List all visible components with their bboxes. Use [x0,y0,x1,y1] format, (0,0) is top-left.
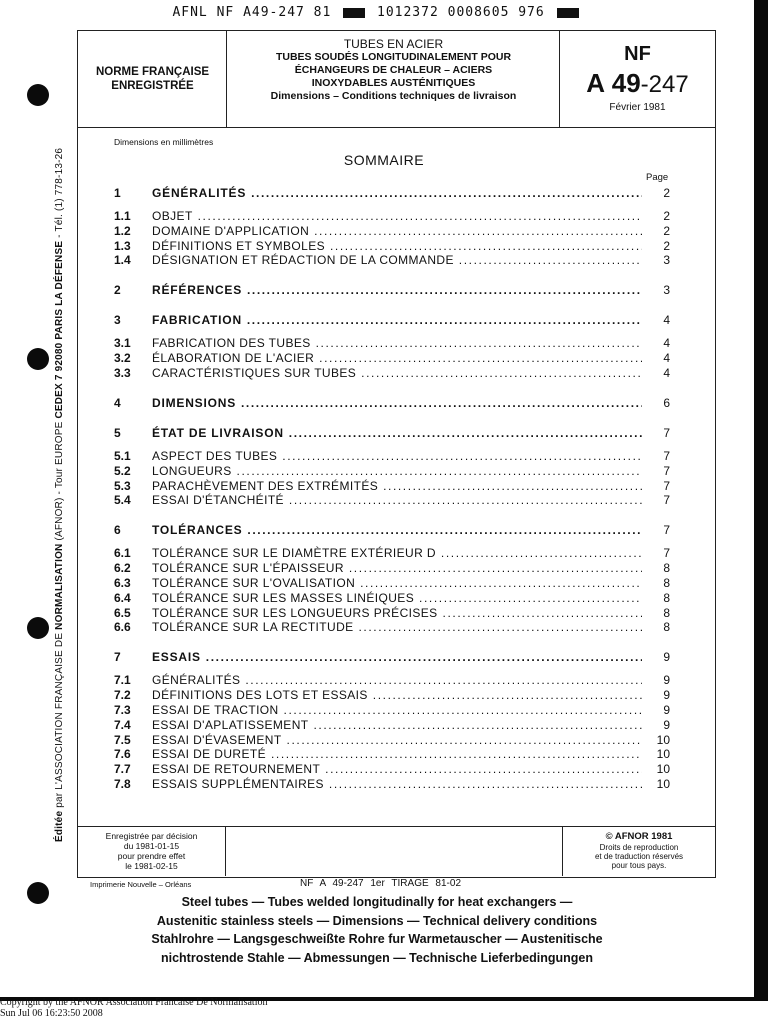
registration-line-4: le 1981-02-15 [125,861,178,871]
copyright-timestamp: Sun Jul 06 16:23:50 2008 [0,1007,103,1019]
standard-number-cell [560,31,715,127]
toc-page: 7 [663,426,670,440]
toc-subsection [114,335,670,351]
toc-subsection [114,208,670,224]
toc-section [114,282,670,298]
punch-hole [27,84,49,106]
page-column-header: Page [646,172,669,183]
toc-number: 3.3 [114,366,131,380]
toc-label: DOMAINE D'APPLICATION ..... [152,223,642,239]
toc-page: 3 [663,283,670,298]
toc-page: 4 [663,366,670,380]
toc-page: 10 [656,777,670,791]
toc-page: 8 [663,561,670,576]
toc-number: 7.8 [114,777,131,791]
toc-label: ÉLABORATION DE L'ACIER ..... [152,350,642,366]
toc-subsection [114,545,670,561]
toc-page: 9 [663,717,670,732]
toc-subsection [114,492,670,508]
toc-number: 1 [114,186,121,200]
toc-number: 7.2 [114,688,131,703]
toc-label: OBJET ..... [152,208,642,224]
toc-label: TOLÉRANCES ..... [152,522,642,538]
toc-page: 7 [663,478,670,493]
toc-subsection [114,619,670,635]
toc-page: 7 [663,546,670,561]
header-bottom-rule [78,127,715,128]
toc-label: GÉNÉRALITÉS ..... [152,185,642,201]
toc-label: LONGUEURS ..... [152,463,642,479]
title-line-2: TUBES SOUDÉS LONGITUDINALEMENT POUR [275,51,512,63]
toc-subsection [114,702,670,718]
toc-subsection [114,238,670,254]
toc-page: 8 [663,605,670,620]
toc-section [114,312,670,328]
toc-page: 9 [663,673,670,688]
toc-page: 7 [663,523,670,538]
toc-page: 4 [663,351,670,366]
toc-subsection [114,350,670,366]
toc-label: ÉTAT DE LIVRAISON ..... [152,425,642,441]
german-title-2: nichtrostende Stahle — Abmessungen — Technische Lieferbedingungen [160,950,593,965]
toc-page: 2 [663,223,670,238]
document-code-line [0,5,754,20]
publisher-address: CEDEX 7 92080 PARIS LA DÉFENSE [54,240,65,419]
punch-hole [27,617,49,639]
toc-subsection [114,687,670,703]
toc-label: TOLÉRANCE SUR LES LONGUEURS PRÉCISES ..... [152,605,642,621]
nf-mark: NF [624,43,651,65]
rights-line-1: Droits de reproduction [599,843,679,852]
toc-subsection [114,776,670,792]
toc-number: 7 [114,650,121,665]
rights-line-3: pour tous pays. [611,861,667,870]
toc-page: 10 [656,732,670,747]
punch-hole [27,348,49,370]
print-run: NF A 49-247 1er TIRAGE 81-02 [300,878,462,889]
publisher-prefix: Éditée [54,810,65,842]
toc-section [114,395,670,411]
english-title-2: Austenitic stainless steels — Dimensions — Technical delivery conditions [156,913,598,928]
toc-label: ASPECT DES TUBES ..... [152,448,642,464]
english-title-1: Steel tubes — Tubes welded longitudinally for heat exchangers — [181,895,573,909]
toc-subsection [114,746,670,762]
toc-number: 1.4 [114,253,131,268]
toc-section [114,522,670,538]
afnor-copyright: © AFNOR 1981 [605,831,673,842]
foreign-titles [0,893,754,967]
toc-page: 8 [663,576,670,590]
code-block [343,8,365,18]
header-divider [78,31,227,127]
publisher-side-text [54,62,65,842]
toc-subsection [114,672,670,688]
toc-page: 4 [663,313,670,328]
toc-page: 7 [663,493,670,508]
toc-label: DÉFINITIONS DES LOTS ET ESSAIS ..... [152,687,642,703]
toc-label: ESSAIS ..... [152,649,642,665]
toc-number: 1.2 [114,223,131,238]
toc-label: TOLÉRANCE SUR L'OVALISATION ..... [152,575,642,591]
toc-number: 7.7 [114,762,131,777]
toc-label: DÉSIGNATION ET RÉDACTION DE LA COMMANDE ..... [152,252,642,268]
copyright-box [562,826,715,876]
toc-page: 4 [663,336,670,351]
registration-line-1: Enregistrée par décision [105,831,198,841]
title-line-5: Dimensions – Conditions techniques de livraison [270,90,517,102]
toc-label: ESSAI DE RETOURNEMENT ..... [152,761,642,777]
toc-subsection [114,575,670,591]
publisher-suffix: (AFNOR) - Tour EUROPE [54,421,65,541]
toc-number: 3 [114,313,121,328]
toc-label: PARACHÈVEMENT DES EXTRÉMITÉS ..... [152,478,642,494]
toc-label: ESSAI D'ÉVASEMENT ..... [152,732,642,748]
standard-letter: A [586,68,606,98]
standard-number-main: 49 [611,68,641,98]
sommaire-heading: SOMMAIRE [343,152,425,168]
toc-number: 1.3 [114,238,131,253]
german-title-1: Stahlrohre — Langsgeschweißte Rohre fur Warmetauscher — Austenitische [151,932,603,946]
toc-label: DIMENSIONS ..... [152,395,642,411]
toc-number: 6.4 [114,590,131,605]
toc-subsection [114,463,670,479]
standard-number-suffix: -247 [640,71,689,98]
toc-number: 6.2 [114,561,131,576]
toc-label: RÉFÉRENCES ..... [152,282,642,298]
registration-box [78,826,226,876]
toc-page: 9 [663,703,670,717]
toc-subsection [114,590,670,606]
toc-subsection [114,732,670,748]
toc-subsection [114,223,670,239]
toc-page: 10 [656,747,670,762]
standard-number [560,68,715,99]
toc-section [114,185,670,201]
toc-number: 7.6 [114,747,131,762]
toc-page: 10 [656,762,670,777]
rights-line-2: et de traduction réservés [594,852,684,861]
toc-number: 4 [114,396,121,410]
toc-section [114,425,670,441]
publisher-phone: - Tél. (1) 778-13-26 [54,147,65,238]
code-block [557,8,579,18]
toc-number: 7.1 [114,673,131,688]
norme-line-1: NORME FRANÇAISE [95,66,210,78]
toc-subsection [114,717,670,733]
toc-page: 9 [663,650,670,665]
toc-label: TOLÉRANCE SUR L'ÉPAISSEUR ..... [152,560,642,576]
toc-page: 7 [663,449,670,463]
toc-label: GÉNÉRALITÉS ..... [152,672,642,688]
toc-label: ESSAI DE TRACTION ..... [152,702,642,718]
publication-date: Février 1981 [609,102,666,113]
toc-label: CARACTÉRISTIQUES SUR TUBES ..... [152,365,642,381]
toc-page: 3 [663,253,670,268]
publisher-mid: par L'ASSOCIATION FRANÇAISE DE [54,632,65,808]
toc-number: 1.1 [114,209,131,223]
title-line-1: TUBES EN ACIER [343,37,444,51]
toc-page: 6 [663,396,670,410]
toc-subsection [114,560,670,576]
toc-number: 6 [114,523,121,538]
toc-number: 7.3 [114,703,131,717]
toc-page: 8 [663,620,670,635]
document-code-right: 1012372 0008605 976 [377,5,545,20]
toc-label: DÉFINITIONS ET SYMBOLES ..... [152,238,642,254]
toc-subsection [114,448,670,464]
copyright-line-1: Copyright by the AFNOR Association Francaise De Normalisation [0,997,268,1008]
toc-page: 2 [663,238,670,253]
toc-page: 7 [663,463,670,478]
toc-number: 5.2 [114,463,131,478]
toc-subsection [114,761,670,777]
toc-subsection [114,252,670,268]
toc-number: 5.1 [114,449,131,463]
toc-number: 3.2 [114,351,131,366]
toc-number: 6.3 [114,576,131,590]
toc-page: 2 [663,186,670,200]
toc-number: 3.1 [114,336,131,351]
registration-line-2: du 1981-01-15 [123,841,180,851]
toc-subsection [114,478,670,494]
scan-border [754,0,768,1000]
toc-label: TOLÉRANCE SUR LES MASSES LINÉIQUES ..... [152,590,642,606]
toc-label: ESSAIS SUPPLÉMENTAIRES ..... [152,776,642,792]
toc-label: TOLÉRANCE SUR LE DIAMÈTRE EXTÉRIEUR D ..... [152,545,642,561]
norme-line-2: ENREGISTRÉE [111,80,194,92]
toc-label: ESSAI D'ÉTANCHÉITÉ ..... [152,492,642,508]
toc-label: TOLÉRANCE SUR LA RECTITUDE ..... [152,619,642,635]
document-code-left: AFNL NF A49-247 81 [172,5,332,20]
dimensions-note: Dimensions en millimètres [114,137,214,147]
toc-label: FABRICATION ..... [152,312,642,328]
toc-label: ESSAI DE DURETÉ ..... [152,746,642,762]
toc-subsection [114,365,670,381]
toc-page: 9 [663,688,670,703]
title-line-4: INOXYDABLES AUSTÉNITIQUES [311,77,476,89]
toc-number: 5.4 [114,493,131,508]
toc-page: 2 [663,209,670,223]
toc-number: 5.3 [114,478,131,493]
toc-number: 6.1 [114,546,131,561]
registration-line-3: pour prendre effet [117,851,186,861]
toc-number: 6.6 [114,620,131,635]
toc-page: 8 [663,590,670,605]
toc-number: 7.5 [114,732,131,747]
printer-imprint: Imprimerie Nouvelle – Orléans [90,880,192,889]
toc-label: FABRICATION DES TUBES ..... [152,335,642,351]
header-divider [227,31,560,127]
toc-section [114,649,670,665]
toc-label: ESSAI D'APLATISSEMENT ..... [152,717,642,733]
toc-subsection [114,605,670,621]
toc-number: 2 [114,283,121,298]
copyright-footer [0,998,267,1019]
toc-number: 7.4 [114,717,131,732]
title-line-3: ÉCHANGEURS DE CHALEUR – ACIERS [294,64,493,76]
toc-number: 5 [114,426,121,440]
publisher-bold: NORMALISATION [54,543,65,630]
toc-number: 6.5 [114,605,131,620]
